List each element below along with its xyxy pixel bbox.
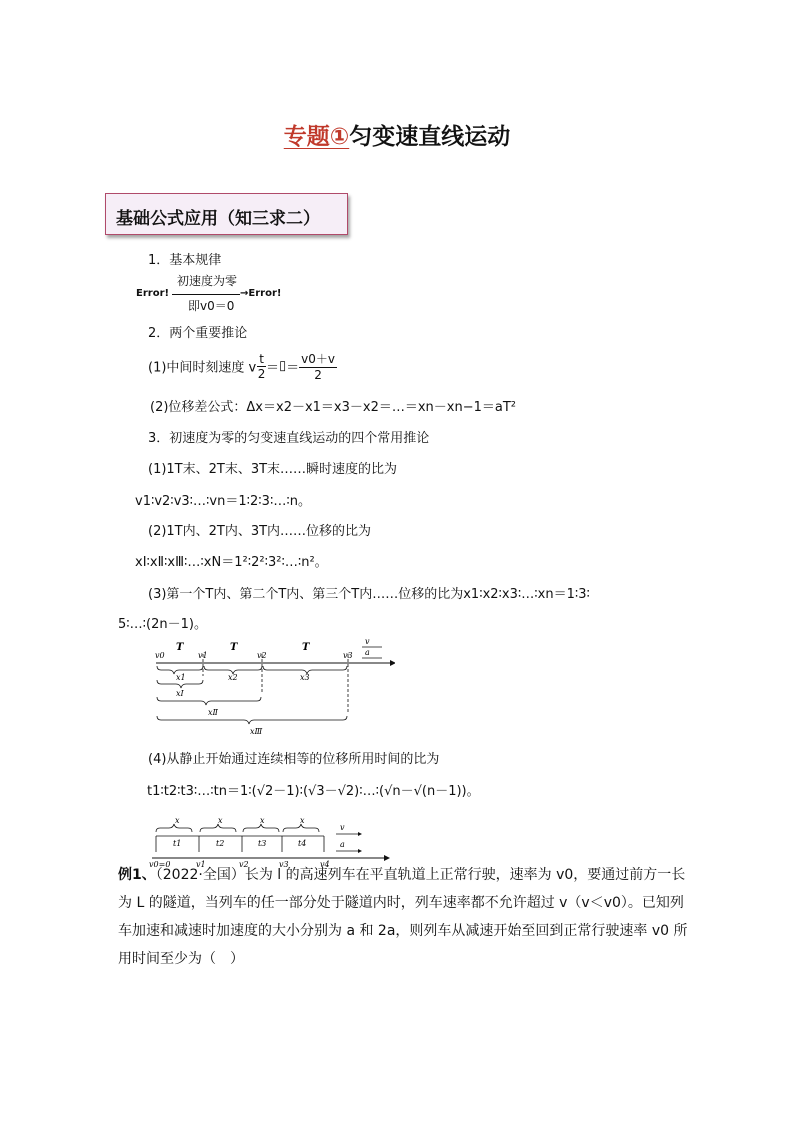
fig1-x1: x1 [176, 673, 186, 682]
fig1-t1: T [176, 642, 184, 653]
p1-formula: v1∶v2∶v3∶…∶vn＝1∶2∶3∶…∶n。 [135, 494, 311, 509]
eq-sign: ＝ [265, 360, 279, 376]
example-1 [118, 861, 698, 973]
fig1-v2: v2 [257, 651, 267, 660]
p2-text: (2)1T内、2T内、3T内……位移的比为 [148, 524, 372, 539]
fig1-xIII: xⅢ [250, 727, 263, 736]
missing-glyph: ▯ [278, 358, 287, 374]
fig2-v1: v1 [196, 860, 206, 869]
mid-sub-bot: 2 [257, 366, 266, 381]
fig2-t1: t1 [173, 839, 182, 848]
fig2-v3: v3 [279, 860, 289, 869]
fig1-brace-xII [157, 697, 261, 705]
p4-formula: t1∶t2∶t3∶…∶tn＝1∶(√2－1)∶(√3－√2)∶…∶(√n－√(n－1))。 [147, 784, 480, 799]
error-left: Error! [136, 288, 170, 299]
s3-heading: 3．初速度为零的匀变速直线运动的四个常用推论 [148, 431, 430, 446]
mid-num: v0＋v [301, 352, 335, 366]
p4-text: (4)从静止开始通过连续相等的位移所用时间的比为 [148, 752, 440, 767]
figure-uniform-time-intervals [150, 636, 395, 736]
fig2-t2: t2 [216, 839, 225, 848]
fig2-v2: v2 [239, 860, 249, 869]
fig1-x2: x2 [228, 673, 238, 682]
displacement-difference: (2)位移差公式：Δx＝x2－x1＝x3－x2＝…＝xn－xn−1＝aT² [150, 400, 517, 415]
s1-heading: 1．基本规律 [148, 253, 222, 268]
fig1-v0: v0 [155, 651, 165, 660]
fig2-v-arrow-label: v [340, 823, 345, 832]
fig1-x3: x3 [300, 673, 310, 682]
example-line4: 用时间至少为（ ） [118, 951, 244, 967]
eq-sign-2: ＝ [286, 360, 300, 376]
fig1-a-arrow-label: a [365, 648, 370, 657]
fig1-brace-xIII [157, 716, 347, 724]
fig1-t3: T [302, 642, 310, 653]
mid-time-velocity [148, 350, 337, 386]
mid-den: 2 [314, 368, 322, 382]
fig2-v4: v4 [320, 860, 330, 869]
p3-text-a: (3)第一个T内、第二个T内、第三个T内……位移的比为x1∶x2∶x3∶…∶xn＝1∶3∶ [148, 587, 590, 602]
example-lead: 例1、 [118, 867, 156, 883]
section-box [105, 193, 348, 235]
title-topic: 专题① [283, 124, 350, 150]
fig2-x4: x [300, 816, 305, 825]
fig1-t2: T [230, 642, 238, 653]
p1-text: (1)1T末、2T末、3T末……瞬时速度的比为 [148, 462, 398, 477]
error-right: →Error! [240, 288, 282, 299]
arrow-top-label: 初速度为零 [177, 274, 238, 288]
fig1-xI: xⅠ [176, 689, 184, 698]
fig2-a-arrow-label: a [340, 840, 345, 849]
mid-label: (1)中间时刻速度 v [148, 360, 257, 376]
page-title [0, 118, 794, 151]
fig2-x1: x [175, 816, 180, 825]
example-line2: 为 L 的隧道，当列车的任一部分处于隧道内时，列车速率都不允许超过 v（v＜v0）。已知列 [118, 895, 684, 911]
fig1-v-arrow-label: v [365, 637, 370, 646]
title-main: 匀变速直线运动 [349, 124, 511, 150]
example-line1: （2022·全国）长为 l 的高速列车在平直轨道上正常行驶，速率为 v0，要通过前方一长 [155, 867, 686, 883]
fig2-t4: t4 [298, 839, 307, 848]
fig2-x3: x [260, 816, 265, 825]
arrow-bottom-label: 即v0＝0 [188, 299, 235, 313]
fig2-t3: t3 [258, 839, 267, 848]
fig1-axis-arrow [390, 660, 395, 666]
p2-formula: xⅠ∶xⅡ∶xⅢ∶…∶xN＝1²∶2²∶3²∶…∶n²。 [135, 555, 328, 570]
fig1-v3: v3 [343, 651, 353, 660]
section-title: 基础公式应用（知三求二） [116, 209, 320, 229]
arrow-line [172, 294, 240, 295]
mid-sub-top: t [259, 351, 264, 366]
fig2-v0: v0=0 [149, 860, 171, 869]
fig1-xII: xⅡ [208, 708, 218, 717]
basic-law-formula [136, 272, 296, 316]
example-line3: 车加速和减速时加速度的大小分别为 a 和 2a，则列车从减速开始至回到正常行驶速率 v0 所 [118, 923, 688, 939]
fig2-x2: x [218, 816, 223, 825]
s2-heading: 2．两个重要推论 [148, 326, 248, 341]
fig1-v1: v1 [198, 651, 208, 660]
p3-text-b: 5∶…∶(2n－1)。 [118, 617, 207, 632]
